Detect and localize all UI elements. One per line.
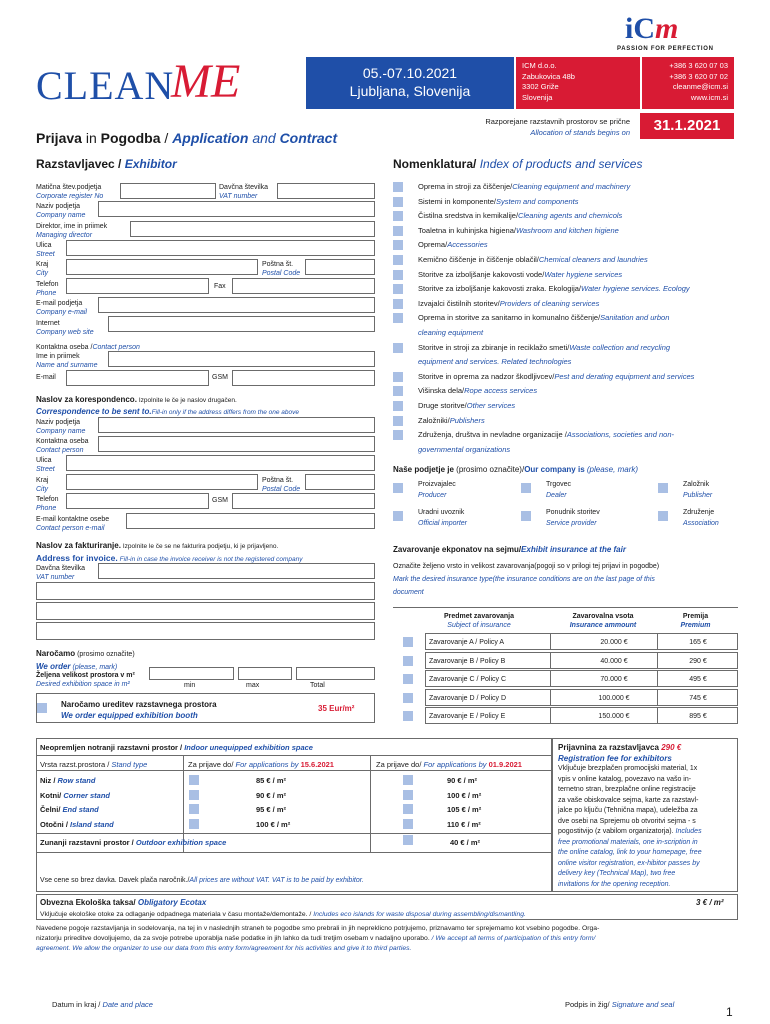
insurance-premium: 745 € — [689, 694, 707, 702]
label-fax: Fax — [214, 283, 226, 290]
insurance-row — [425, 633, 738, 650]
page-title: Prijava in Pogodba / Application and Contract — [36, 130, 338, 146]
stand-price: 110 € / m² — [447, 819, 481, 829]
corr-gsm-field[interactable] — [232, 493, 375, 509]
booth-checkbox[interactable] — [37, 703, 47, 713]
product-label: Višinska dela/Rope access services — [418, 386, 538, 396]
company-type-label: Uradni uvoznik Official importer — [418, 509, 468, 527]
stand-price-checkbox[interactable] — [189, 775, 199, 785]
company-email-field[interactable] — [98, 297, 375, 313]
stand-type-label: Čelni/ End stand — [40, 805, 99, 815]
col-premium: Premija Premium — [680, 613, 711, 629]
registration-text-en: free promotional materials, one in-scription in — [558, 838, 698, 846]
product-checkbox[interactable] — [393, 226, 403, 236]
registration-text: ternetno stran, brezplačne online registracije — [558, 786, 696, 793]
company-type-checkbox[interactable] — [393, 511, 403, 521]
contact-email-field[interactable] — [66, 370, 209, 386]
insurance-premium: 290 € — [689, 657, 707, 665]
label-corr-contact: Kontaktna oseba Contact person — [36, 438, 89, 454]
product-label: Združenja, društva in nevladne organizacije /Associations, societies and non- — [418, 430, 674, 440]
label-min: min — [184, 682, 196, 689]
street-field[interactable] — [66, 240, 375, 256]
product-checkbox[interactable] — [393, 343, 403, 353]
label-total: Total — [310, 682, 325, 689]
booth-price: 35 Eur/m² — [318, 704, 355, 713]
company-type-label: Trgovec Dealer — [546, 481, 572, 499]
insurance-name: Zavarovanje B / Policy B — [429, 657, 506, 665]
stand-price: 95 € / m² — [256, 805, 287, 815]
indoor-heading: Neopremljen notranji razstavni prostor / Indoor unequipped exhibition space — [40, 743, 313, 752]
page-number: 1 — [726, 1005, 733, 1019]
label-vat: Davčna številka VAT number — [219, 184, 269, 200]
product-label: Storitve in oprema za nadzor škodljivcev/Pest and derating equipment and services — [418, 371, 695, 381]
company-address — [516, 57, 640, 109]
product-checkbox[interactable] — [393, 255, 403, 265]
label-reg: Matična štev.podjetja Corporate register No — [36, 184, 104, 200]
registration-text: dve osebi na Sprejemu ob otvoritvi sejma - s — [558, 817, 696, 825]
director-field[interactable] — [130, 221, 375, 237]
invoice-vat-field[interactable] — [98, 563, 375, 579]
phone-field[interactable] — [66, 278, 209, 294]
insurance-checkbox[interactable] — [403, 656, 413, 666]
stand-type-label: Otočni / Island stand — [40, 819, 114, 829]
product-label: Storitve za izboljšanje kakovosti vode/Water hygiene services — [418, 269, 623, 279]
stand-price: 85 € / m² — [256, 776, 287, 785]
company-type-label: Založnik Publisher — [683, 481, 713, 499]
address-line: Zabukovica 48b — [522, 71, 575, 81]
event-banner — [306, 57, 514, 109]
insurance-checkbox[interactable] — [403, 711, 413, 721]
address-line: 3302 Griže — [522, 82, 559, 91]
invoice-line-3[interactable] — [36, 622, 375, 640]
registration-text: pogostitvijo (z vabilom organizatorja). Includes — [558, 828, 702, 835]
insurance-name: Zavarovanje A / Policy A — [429, 639, 505, 646]
insurance-amount: 70.000 € — [600, 676, 628, 683]
label-invoice-vat: Davčna številka VAT number — [36, 565, 86, 581]
invoice-heading: Naslov za fakturiranje. Izpolnite le če se ne fakturira podjetju, ki je prijavljeno. Address for invoice. Fill-in in case the invoice receiver is not the registered company — [36, 541, 303, 563]
eco-note: Vključuje ekološke otoke za odlaganje odpadnega materiala v času montaže/demontaže. / Includes eco islands for waste disposal during assembling/dismantling. — [40, 911, 526, 918]
corr-city-field[interactable] — [66, 474, 258, 490]
products-heading: Nomenklatura/ Index of products and services — [393, 157, 643, 171]
company-type-checkbox[interactable] — [521, 483, 531, 493]
company-type-label: Ponudnik storitev Service provider — [546, 509, 600, 527]
fax-field[interactable] — [232, 278, 375, 294]
company-type-checkbox[interactable] — [658, 511, 668, 521]
company-type-label: Proizvajalec Producer — [418, 481, 456, 499]
stand-price-checkbox[interactable] — [403, 790, 413, 800]
event-place: Ljubljana, Slovenija — [349, 83, 471, 99]
registration-text: Vključuje brezplačen promocijski material, 1x — [558, 765, 698, 772]
product-label: governmental organizations — [418, 444, 511, 454]
product-checkbox[interactable] — [393, 270, 403, 280]
city-field[interactable] — [66, 259, 258, 275]
label-gsm: GSM — [212, 374, 228, 381]
exhibitor-heading: Razstavljavec / Exhibitor — [36, 157, 177, 171]
date-place-label: Datum in kraj / Date and place — [52, 1000, 153, 1009]
legal-text: Navedene pogoje razstavljanja in sodelovanja, na tej in v naslednjih straneh te pogodbe smo prebrali in jih nepreklicno potrjujemo, priznavamo ter sprejemamo kot vsebino pogodbe. Orga- nizatorju prireditve dovoljujemo, da za svoje potrebe uporablja naše podatke in jih lahko da tudi tretjim osebam v nadaljno uporabo. / We accept all terms of participation of this entry form/ agreement. We allow the organizer to use our data from this entry form/agreement for his activities and give it to third parties. — [36, 925, 600, 952]
company-contacts — [642, 57, 734, 109]
product-checkbox[interactable] — [393, 240, 403, 250]
insurance-note: Označite željeno vrsto in velikost zavarovanja(pogoji so v prilogi tej prijavi in pogodbe) Mark the desired insurance type(the insurance conditions are on the last page of this document — [393, 563, 660, 596]
product-checkbox[interactable] — [393, 313, 403, 323]
label-corr-street: Ulica Street — [36, 457, 55, 473]
insurance-premium: 495 € — [689, 676, 707, 683]
tagline: PASSION FOR PERFECTION — [617, 46, 714, 52]
logo-clean: CLEAN — [36, 63, 175, 108]
stand-price: 100 € / m² — [256, 819, 291, 829]
registration-text: vpis v online katalog, povezavo na vašo in- — [558, 775, 692, 783]
product-label: cleaning equipment — [418, 328, 484, 337]
stand-price-checkbox[interactable] — [403, 775, 413, 785]
product-label: Kemično čiščenje in čiščenje oblačil/Chemical cleaners and laundries — [418, 255, 648, 264]
booth-order-box — [36, 693, 375, 723]
contact-line: +386 3 620 07 03 — [669, 61, 728, 70]
contact-line[interactable]: www.icm.si — [690, 92, 728, 102]
stand-price: 90 € / m² — [447, 776, 478, 785]
stand-price-checkbox[interactable] — [403, 819, 413, 829]
label-contact-person: Kontaktna oseba /Contact person — [36, 344, 140, 351]
registration-text-en: delivery key (Technical Map), two free — [558, 870, 676, 877]
product-label: Izvajalci čistilnih storitev/Providers of cleaning services — [418, 298, 600, 308]
label-corr-email: E-mail kontaktne osebe Contact person e-mail — [36, 516, 110, 532]
label-corr-city: Kraj City — [36, 477, 49, 493]
company-type-checkbox[interactable] — [521, 511, 531, 521]
insurance-amount: 40.000 € — [600, 657, 628, 665]
insurance-name: Zavarovanje D / Policy D — [429, 694, 507, 702]
contact-line[interactable]: cleanme@icm.si — [672, 82, 728, 91]
product-label: Oprema in stroji za čiščenje/Cleaning equipment and machinery — [418, 182, 631, 191]
stand-type-label: Niz / Row stand — [40, 776, 96, 785]
insurance-row — [425, 689, 738, 706]
product-label: Storitve in stroji za zbiranje in reciklažo smeti/Waste collection and recycling — [418, 342, 671, 352]
label-street: Ulica Street — [36, 242, 55, 258]
stand-price-checkbox[interactable] — [189, 790, 199, 800]
insurance-checkbox[interactable] — [403, 637, 413, 647]
registration-text-en: online visitor registration, ex-hibitor passes by — [558, 859, 700, 867]
corr-street-field[interactable] — [66, 455, 375, 471]
company-type-checkbox[interactable] — [658, 483, 668, 493]
insurance-name: Zavarovanje E / Policy E — [429, 713, 506, 720]
outdoor-checkbox[interactable] — [403, 835, 413, 845]
divider — [36, 755, 552, 756]
contact-name-field[interactable] — [108, 351, 375, 367]
booth-label: Naročamo ureditev razstavnega prostora We order equipped exhibition booth — [61, 700, 217, 720]
label-email: E-mail podjetja Company e-mail — [36, 300, 87, 316]
corr-contact-field[interactable] — [98, 436, 375, 452]
company-type-checkbox[interactable] — [393, 483, 403, 493]
divider — [36, 833, 552, 834]
registration-box: Prijavnina za razstavljavca 290 € Registration fee for exhibitors Vključuje brezplačen promocijski material, 1x vpis v online katalog, povezavo na vašo in- ternetno stran, brezplačne online registracije za vaše obiskovalce sejma, karte za razstavl- jalce po ključu (Tehnična mapa), udeležba za dve osebi na Sprejemu ob otvoritvi sejma - s pogostitvijo (z vabilom organizatorja). Includes free promotional materials, one in-scription in the online catalog, link to your homepage, free online visitor registration, ex-hibitor passes by delivery key (Technical Map), two free invitations for the opening reception. — [552, 738, 738, 892]
product-checkbox[interactable] — [393, 416, 403, 426]
stand-price: 105 € / m² — [447, 805, 482, 815]
product-label: Toaletna in kuhinjska higiena/Washroom and kitchen higiene — [418, 225, 619, 235]
company-type-grid — [393, 479, 738, 534]
label-space: Željena velikost prostora v m² Desired exhibition space in m² — [36, 672, 135, 688]
insurance-premium: 895 € — [689, 713, 707, 720]
stand-type-header: Vrsta razst.prostora / Stand type — [40, 760, 148, 769]
company-name-field[interactable] — [98, 201, 375, 217]
allocation-date: 31.1.2021 — [640, 113, 734, 139]
eco-price: 3 € / m² — [696, 898, 724, 907]
product-checkbox[interactable] — [393, 430, 403, 440]
product-checkbox[interactable] — [393, 284, 403, 294]
corr-postcode-field[interactable] — [305, 474, 375, 490]
logo-me: ME — [171, 55, 241, 108]
stand-price-checkbox[interactable] — [189, 819, 199, 829]
vat-note: Vse cene so brez davka. Davek plača naročnik./All prices are without VAT. VAT is to be paid by exhibitor. — [40, 877, 364, 884]
stand-price: 90 € / m² — [256, 790, 287, 800]
max-space-field[interactable] — [238, 667, 292, 680]
registration-text: za vaše obiskovalce sejma, karte za razstavl- — [558, 796, 699, 804]
divider — [36, 770, 552, 771]
label-director: Direktor, ime in priimek Managing director — [36, 223, 108, 239]
label-corr-company: Naziv podjetja Company name — [36, 419, 86, 435]
insurance-row — [425, 670, 738, 687]
product-label: Druge storitve/Other services — [418, 401, 516, 410]
stand-price-checkbox[interactable] — [189, 804, 199, 814]
icm-logo: iCm — [625, 12, 679, 45]
signature-label: Podpis in žig/ Signature and seal — [565, 1000, 675, 1009]
insurance-table — [393, 607, 738, 727]
product-checkbox[interactable] — [393, 182, 403, 192]
product-label: Založniki/Publishers — [418, 415, 485, 425]
label-phone: Telefon Phone — [36, 281, 59, 297]
label-contact-email: E-mail — [36, 374, 56, 381]
product-checkbox[interactable] — [393, 211, 403, 221]
insurance-row — [425, 707, 738, 724]
event-dates: 05.-07.10.2021 — [362, 65, 458, 81]
product-label: Sistemi in komponente/System and components — [418, 196, 579, 206]
website-field[interactable] — [108, 316, 375, 332]
allocation-en: Allocation of stands begins on — [530, 128, 630, 137]
stand-price-checkbox[interactable] — [403, 804, 413, 814]
min-space-field[interactable] — [149, 667, 234, 680]
product-checkbox[interactable] — [393, 299, 403, 309]
registration-text-en: the online catalog, link to your homepage, free — [558, 849, 702, 856]
postcode-field[interactable] — [305, 259, 375, 275]
corr-company-field[interactable] — [98, 417, 375, 433]
corr-heading: Naslov za korespondenco. Izpolnite le če je naslov drugačen. Correspondence to be sent to.Fill-in only if the address differs from the one above — [36, 395, 299, 416]
address-line: Slovenija — [522, 92, 553, 102]
product-checkbox[interactable] — [393, 386, 403, 396]
insurance-checkbox[interactable] — [403, 693, 413, 703]
company-type-label: Združenje Association — [683, 509, 719, 527]
outdoor-label: Zunanji razstavni prostor / Outdoor exhibition space — [40, 838, 227, 847]
divider — [36, 852, 552, 853]
label-max: max — [246, 682, 260, 689]
insurance-amount: 100.000 € — [598, 694, 630, 702]
outdoor-price: 40 € / m² — [450, 838, 481, 847]
corr-phone-field[interactable] — [66, 493, 209, 509]
label-company: Naziv podjetja Company name — [36, 203, 86, 219]
product-checkbox[interactable] — [393, 197, 403, 207]
label-web: Internet Company web site — [36, 320, 94, 336]
insurance-heading: Zavarovanje ekponatov na sejmu/Exhibit insurance at the fair — [393, 545, 626, 554]
stand-type-label: Kotni/ Corner stand — [40, 790, 111, 800]
address-line: ICM d.o.o. — [522, 61, 557, 70]
allocation-note — [430, 116, 630, 138]
product-checkbox[interactable] — [393, 372, 403, 382]
label-contact-name: Ime in priimek Name and surname — [36, 353, 98, 369]
contact-line: +386 3 620 07 02 — [669, 71, 728, 81]
company-type-heading: Naše podjetje je (prosimo označite)/Our company is (please, mark) — [393, 465, 639, 474]
insurance-name: Zavarovanje C / Policy C — [429, 676, 507, 683]
product-checkbox[interactable] — [393, 401, 403, 411]
product-label: equipment and services. Related technologies — [418, 357, 572, 367]
label-corr-postcode: Poštna št. Postal Code — [262, 477, 301, 493]
insurance-row — [425, 652, 738, 669]
total-space-field[interactable] — [296, 667, 375, 680]
eco-title: Obvezna Ekološka taksa/ Obligatory Ecotax — [40, 898, 207, 907]
allocation-sl: Razporejane razstavnih prostorov se prične — [485, 117, 630, 126]
gsm-field[interactable] — [232, 370, 375, 386]
before-header: Za prijave do/ For applications by 15.6.2021 — [188, 760, 334, 769]
stand-price: 100 € / m² — [447, 790, 482, 800]
corr-email-field[interactable] — [126, 513, 375, 529]
label-city: Kraj City — [36, 261, 49, 277]
col-subject: Predmet zavarovanja Subject of insurance — [443, 613, 515, 629]
product-label: Oprema in storitve za sanitarno in komunalno čiščenje/Sanitation and urbon — [418, 313, 670, 323]
product-label: Storitve za izboljšanje kakovosti zraka. Ekologija/Water hygiene services. Ecology — [418, 284, 690, 294]
insurance-premium: 165 € — [689, 639, 707, 646]
registration-text-en: invitations for the opening reception. — [558, 880, 671, 888]
label-corr-gsm: GSM — [212, 497, 228, 504]
invoice-line-2[interactable] — [36, 602, 375, 620]
label-postcode: Poštna št. Postal Code — [262, 261, 301, 277]
insurance-checkbox[interactable] — [403, 674, 413, 684]
after-header: Za prijave do/ For applications by 01.9.2021 — [376, 760, 522, 769]
insurance-amount: 150.000 € — [598, 713, 630, 720]
product-label: Čistilna sredstva in kemikalije/Cleaning agents and chemicols — [418, 211, 623, 221]
reg-number-field[interactable] — [120, 183, 216, 199]
insurance-amount: 20.000 € — [600, 639, 628, 646]
vat-field[interactable] — [277, 183, 375, 199]
cleanme-logo — [36, 54, 276, 114]
invoice-line-1[interactable] — [36, 582, 375, 600]
product-label: Oprema/Accessories — [418, 240, 488, 250]
col-amount: Zavarovalna vsota Insurance ammount — [569, 613, 637, 629]
order-heading: Naročamo (prosimo označite) We order (please, mark) — [36, 649, 135, 671]
label-corr-phone: Telefon Phone — [36, 496, 59, 512]
registration-text: jalce po ključu (Tehnična mapa), udeležba za — [558, 807, 698, 814]
